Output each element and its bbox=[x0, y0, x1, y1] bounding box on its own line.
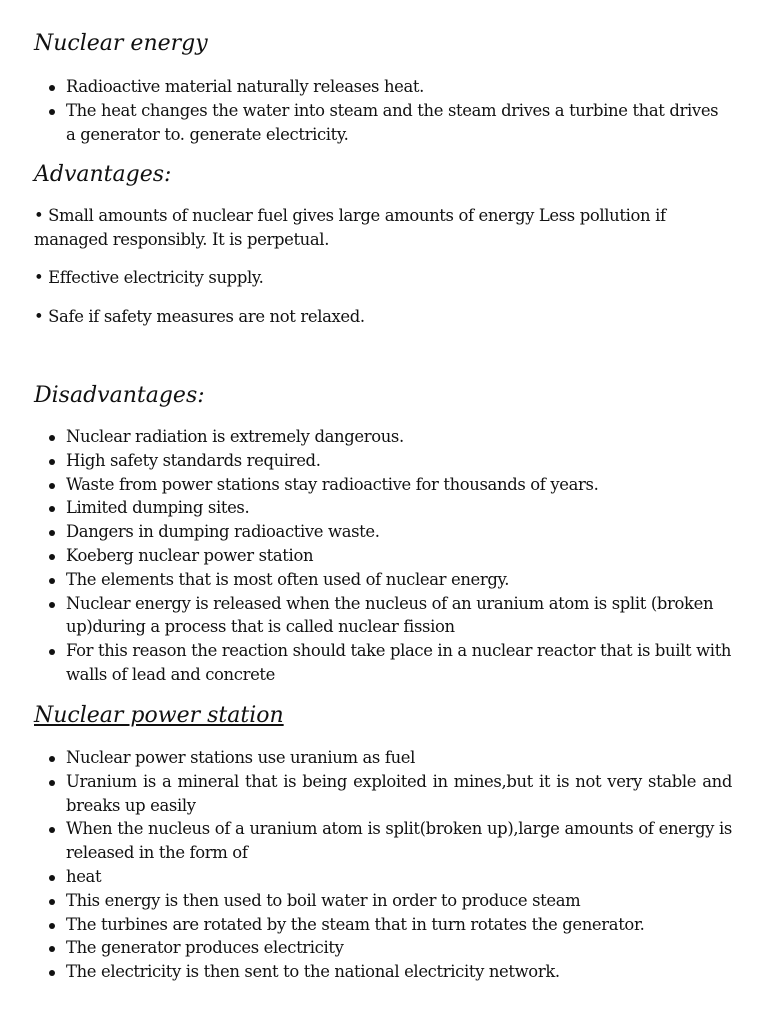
list-item: High safety standards required. bbox=[0, 449, 768, 473]
list-item: Dangers in dumping radioactive waste. bbox=[0, 520, 768, 544]
advantage-paragraph: • Safe if safety measures are not relaxed. bbox=[34, 307, 365, 326]
disadvantages-list bbox=[0, 425, 768, 687]
list-item: Uranium is a mineral that is being exploited in mines,but it is not very stable and breaks up easily bbox=[0, 770, 768, 818]
section-title-advantages: Advantages: bbox=[34, 162, 172, 187]
list-item: The elements that is most often used of nuclear energy. bbox=[0, 568, 768, 592]
list-item: The electricity is then sent to the national electricity network. bbox=[0, 960, 768, 984]
list-item: The turbines are rotated by the steam that in turn rotates the generator. bbox=[0, 913, 768, 937]
section-title-nuclear-energy: Nuclear energy bbox=[34, 31, 208, 56]
list-item: For this reason the reaction should take place in a nuclear reactor that is built with walls of lead and concrete bbox=[0, 639, 768, 687]
section-title-disadvantages: Disadvantages: bbox=[34, 383, 205, 408]
list-item: Radioactive material naturally releases heat. bbox=[0, 75, 768, 99]
list-item: Nuclear energy is released when the nucleus of an uranium atom is split (broken up)during a process that is called nuclear fission bbox=[0, 592, 768, 640]
list-item: heat bbox=[0, 865, 768, 889]
list-item: The generator produces electricity bbox=[0, 936, 768, 960]
nuclear-energy-list bbox=[0, 75, 768, 146]
power-station-list bbox=[0, 746, 768, 984]
list-item: This energy is then used to boil water in order to produce steam bbox=[0, 889, 768, 913]
list-item: When the nucleus of a uranium atom is split(broken up),large amounts of energy is released in the form of bbox=[0, 817, 768, 865]
advantage-paragraph: • Small amounts of nuclear fuel gives large amounts of energy Less pollution if managed responsibly. It is perpetual. bbox=[34, 206, 666, 249]
section-title-nuclear-power-station: Nuclear power station bbox=[34, 703, 284, 728]
list-item: Koeberg nuclear power station bbox=[0, 544, 768, 568]
list-item: Waste from power stations stay radioactive for thousands of years. bbox=[0, 473, 768, 497]
advantage-paragraph: • Effective electricity supply. bbox=[34, 268, 264, 287]
list-item: The heat changes the water into steam and the steam drives a turbine that drives a generator to. generate electricity. bbox=[0, 99, 768, 147]
list-item: Nuclear power stations use uranium as fuel bbox=[0, 746, 768, 770]
list-item: Limited dumping sites. bbox=[0, 496, 768, 520]
list-item: Nuclear radiation is extremely dangerous. bbox=[0, 425, 768, 449]
